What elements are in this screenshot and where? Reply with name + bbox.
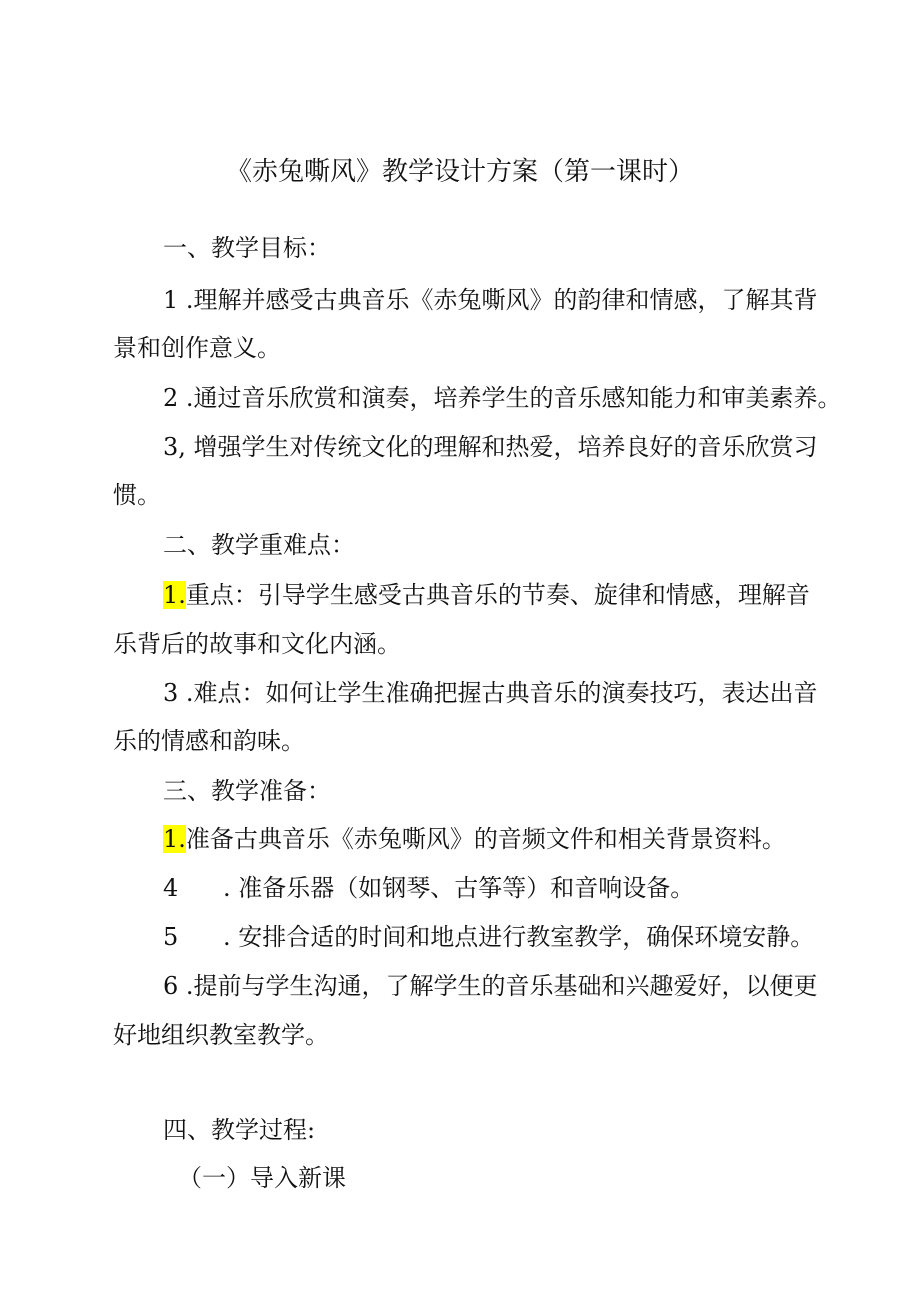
preparation-5-text: . 安排合适的时间和地点进行教室教学，确保环境安静。 <box>223 923 815 951</box>
preparation-4-number: 4 <box>163 874 179 902</box>
key-point-3-line-2: 乐的情感和韵味。 <box>113 727 305 755</box>
subsection-introduction: （一）导入新课 <box>178 1164 346 1192</box>
preparation-6-line-2: 好地组织教室教学。 <box>113 1021 329 1049</box>
preparation-1 <box>163 822 786 856</box>
key-point-3-line-1: 3 .难点：如何让学生准确把握古典音乐的演奏技巧，表达出音 <box>163 679 818 707</box>
objective-1-line-2: 景和创作意义。 <box>113 334 281 362</box>
highlighted-number: 1. <box>163 581 186 609</box>
preparation-6-line-1: 6 .提前与学生沟通，了解学生的音乐基础和兴趣爱好，以便更 <box>163 972 818 1000</box>
preparation-4 <box>163 871 694 905</box>
key-point-1-text: 重点：引导学生感受古典音乐的节奏、旋律和情感，理解音 <box>185 581 810 609</box>
objective-3-line-1: 3, 增强学生对传统文化的理解和热爱，培养良好的音乐欣赏习 <box>163 433 818 461</box>
objective-2: 2 .通过音乐欣赏和演奏，培养学生的音乐感知能力和审美素养。 <box>163 384 842 412</box>
section-heading-process: 四、教学过程: <box>163 1116 316 1144</box>
objective-1-line-1: 1 .理解并感受古典音乐《赤兔嘶风》的韵律和情感，了解其背 <box>163 286 818 314</box>
section-heading-objectives: 一、教学目标： <box>163 234 331 262</box>
section-heading-preparation: 三、教学准备： <box>163 777 331 805</box>
key-point-1-line-2: 乐背后的故事和文化内涵。 <box>113 630 401 658</box>
preparation-5-number: 5 <box>163 923 179 951</box>
preparation-4-text: . 准备乐器（如钢琴、古筝等）和音响设备。 <box>223 874 695 902</box>
key-point-1-line-1 <box>163 578 810 612</box>
preparation-1-text: 准备古典音乐《赤兔嘶风》的音频文件和相关背景资料。 <box>185 825 786 853</box>
preparation-5 <box>163 920 814 954</box>
document-title: 《赤兔嘶风》教学设计方案（第一课时） <box>225 157 694 187</box>
objective-3-line-2: 惯。 <box>113 481 161 509</box>
highlighted-number: 1. <box>163 825 186 853</box>
section-heading-key-points: 二、教学重难点： <box>163 531 355 559</box>
